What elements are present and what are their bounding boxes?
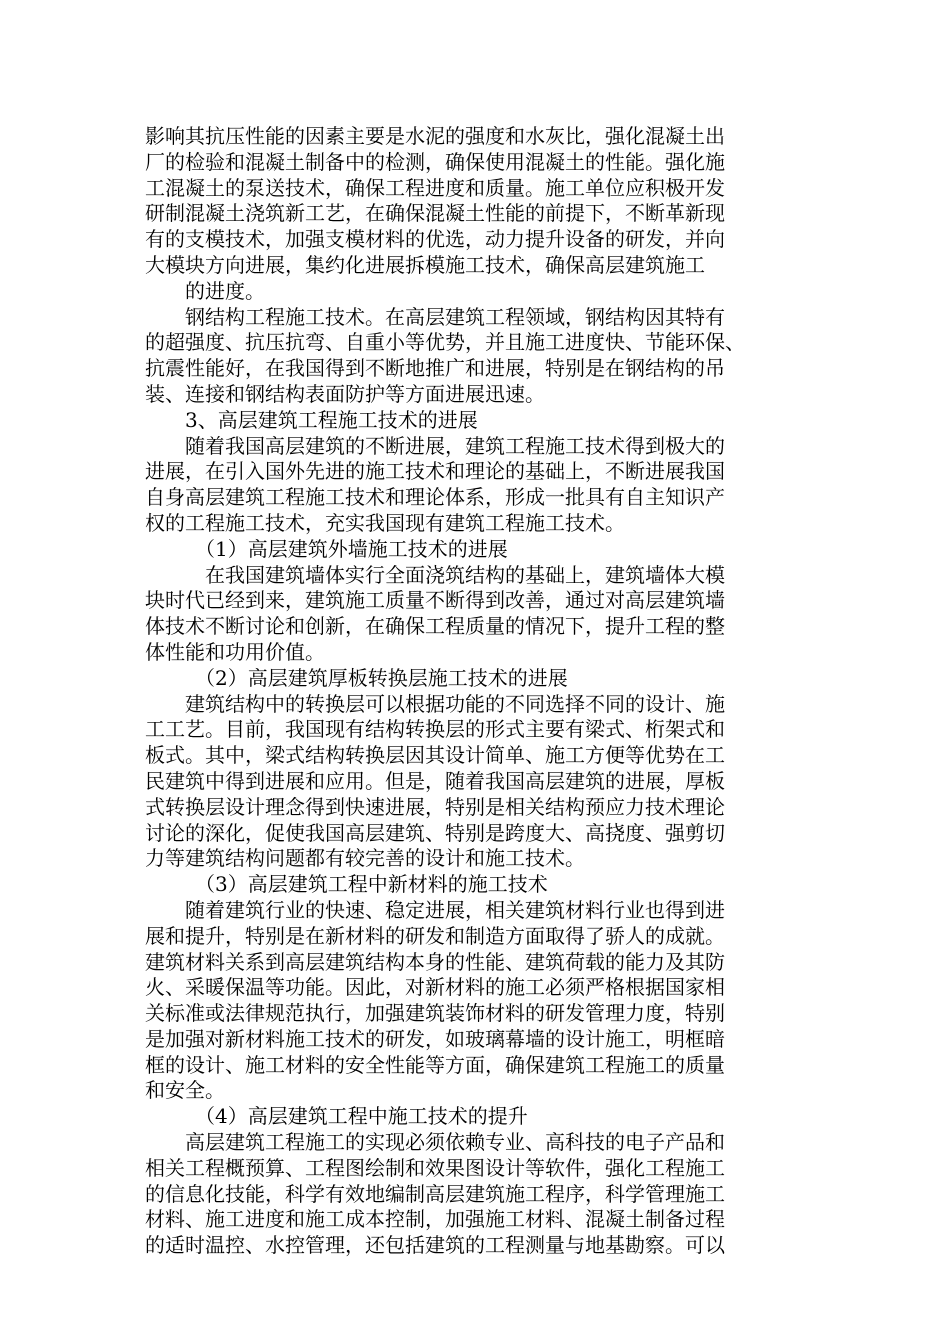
text-line: 体性能和功用价值。 [145,639,325,664]
text-line: 民建筑中得到进展和应用。但是，随着我国高层建筑的进展，厚板 [145,768,725,793]
text-line: 是加强对新材料施工技术的研发，如玻璃幕墙的设计施工，明框暗 [145,1026,725,1051]
text-line: 材料、施工进度和施工成本控制，加强施工材料、混凝土制备过程 [145,1207,725,1232]
text-line: 钢结构工程施工技术。在高层建筑工程领域，钢结构因其特有 [185,304,725,329]
text-line: 建筑结构中的转换层可以根据功能的不同选择不同的设计、施 [185,691,725,716]
text-line: 自身高层建筑工程施工技术和理论体系，形成一批具有自主知识产 [145,485,725,510]
text-line: 的适时温控、水控管理，还包括建筑的工程测量与地基勘察。可以 [145,1233,725,1258]
text-line: （4）高层建筑工程中施工技术的提升 [195,1104,528,1129]
text-line: 力等建筑结构问题都有较完善的设计和施工技术。 [145,846,585,871]
text-line: 展和提升，特别是在新材料的研发和制造方面取得了骄人的成就。 [145,923,725,948]
text-line: 厂的检验和混凝土制备中的检测，确保使用混凝土的性能。强化施 [145,149,725,174]
text-line: 建筑材料关系到高层建筑结构本身的性能、建筑荷载的能力及其防 [145,949,725,974]
text-line: 体技术不断讨论和创新，在确保工程质量的情况下，提升工程的整 [145,614,725,639]
text-line: 讨论的深化，促使我国高层建筑、特别是跨度大、高挠度、强剪切 [145,820,725,845]
text-line: 3、高层建筑工程施工技术的进展 [185,407,478,432]
text-line: 在我国建筑墙体实行全面浇筑结构的基础上，建筑墙体大模 [205,562,725,587]
text-line: 随着我国高层建筑的不断进展，建筑工程施工技术得到极大的 [185,433,725,458]
text-line: 随着建筑行业的快速、稳定进展，相关建筑材料行业也得到进 [185,897,725,922]
text-line: 的超强度、抗压抗弯、自重小等优势，并且施工进度快、节能环保、 [145,330,745,355]
text-line: 的进度。 [185,278,265,303]
text-line: 高层建筑工程施工的实现必须依赖专业、高科技的电子产品和 [185,1130,725,1155]
text-line: 有的支模技术，加强支模材料的优选，动力提升设备的研发，并向 [145,227,725,252]
text-line: 块时代已经到来，建筑施工质量不断得到改善，通过对高层建筑墙 [145,588,725,613]
document-body [145,124,810,1259]
text-line: 框的设计、施工材料的安全性能等方面，确保建筑工程施工的质量 [145,1052,725,1077]
text-line: 装、连接和钢结构表面防护等方面进展迅速。 [145,381,545,406]
text-line: 大模块方向进展，集约化进展拆模施工技术，确保高层建筑施工 [145,252,705,277]
text-line: 抗震性能好，在我国得到不断地推广和进展，特别是在钢结构的吊 [145,356,725,381]
text-line: 权的工程施工技术，充实我国现有建筑工程施工技术。 [145,510,625,535]
text-line: 板式。其中，梁式结构转换层因其设计简单、施工方便等优势在工 [145,743,725,768]
text-line: （3）高层建筑工程中新材料的施工技术 [195,872,548,897]
text-line: 和安全。 [145,1078,225,1103]
text-line: 影响其抗压性能的因素主要是水泥的强度和水灰比，强化混凝土出 [145,124,725,148]
text-line: 进展，在引入国外先进的施工技术和理论的基础上，不断进展我国 [145,459,725,484]
text-line: 研制混凝土浇筑新工艺，在确保混凝土性能的前提下，不断革新现 [145,201,725,226]
text-line: 火、采暖保温等功能。因此，对新材料的施工必须严格根据国家相 [145,975,725,1000]
text-line: 的信息化技能，科学有效地编制高层建筑施工程序，科学管理施工 [145,1181,725,1206]
text-line: （1）高层建筑外墙施工技术的进展 [195,536,508,561]
text-line: 相关工程概预算、工程图绘制和效果图设计等软件，强化工程施工 [145,1155,725,1180]
text-line: （2）高层建筑厚板转换层施工技术的进展 [195,665,568,690]
text-line: 工混凝土的泵送技术，确保工程进度和质量。施工单位应积极开发 [145,175,725,200]
text-line: 式转换层设计理念得到快速进展，特别是相关结构预应力技术理论 [145,794,725,819]
text-line: 关标准或法律规范执行，加强建筑装饰材料的研发管理力度，特别 [145,1001,725,1026]
text-line: 工工艺。目前，我国现有结构转换层的形式主要有梁式、桁架式和 [145,717,725,742]
